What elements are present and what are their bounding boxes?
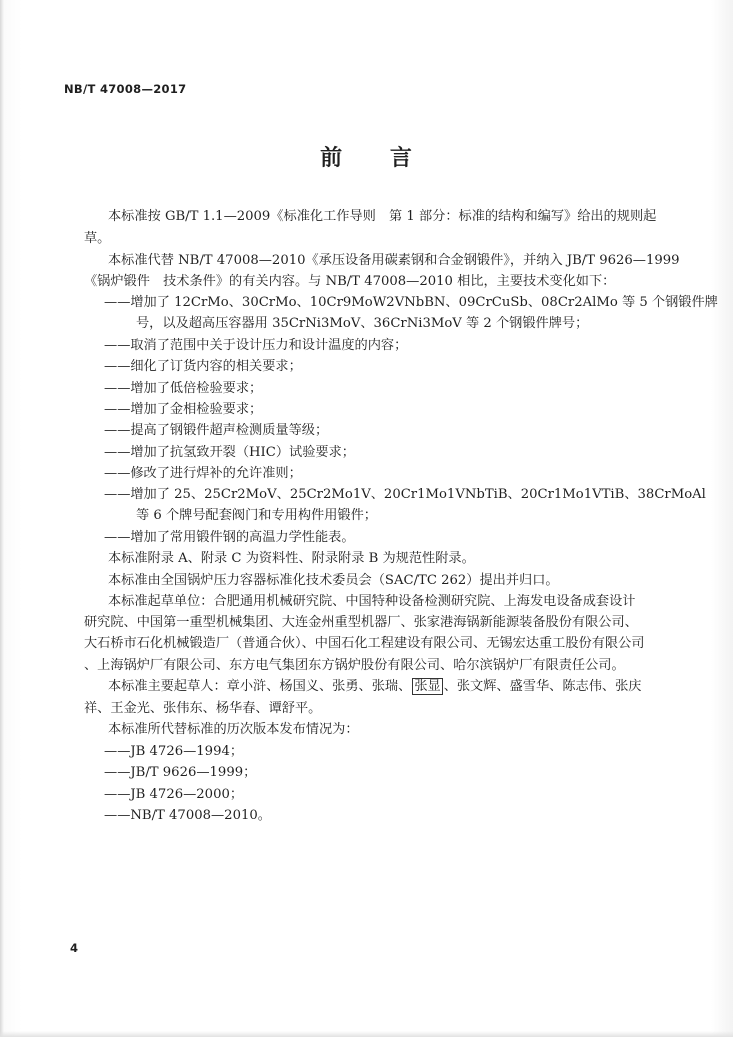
paragraph-2-line-2: 《锅炉锻件 技术条件》的有关内容。与 NB/T 47008—2010 相比，主要技术变化如下： xyxy=(84,274,616,289)
page-title: 前 言 xyxy=(320,146,413,171)
history-item-1: ——JB 4726—1994； xyxy=(104,744,244,759)
drafters-names-part-2: 、张文辉、盛雪华、陈志伟、张庆 xyxy=(443,679,642,694)
paragraph-drafters-line-2: 祥、王金光、张伟东、杨华春、谭舒平。 xyxy=(84,701,322,716)
change-item-2: ——取消了范围中关于设计压力和设计温度的内容； xyxy=(104,338,408,353)
paragraph-1-line-1: 本标准按 GB/T 1.1—2009《标准化工作导则 第 1 部分：标准的结构和编写》给出的规则起 xyxy=(108,209,657,224)
change-item-7: ——增加了抗氢致开裂（HIC）试验要求； xyxy=(104,445,355,460)
change-item-9-line-2: 等 6 个牌号配套阀门和专用构件用锻件； xyxy=(136,508,377,523)
scan-edge-bottom xyxy=(0,1031,733,1037)
change-item-9-line-1: ——增加了 25、25Cr2MoV、25Cr2Mo1V、20Cr1Mo1VNbTiB、20Cr1Mo1VTiB、38CrMoAl xyxy=(104,487,706,502)
paragraph-2-line-1: 本标准代替 NB/T 47008—2010《承压设备用碳素钢和合金钢锻件》，并纳入 JB/T 9626—1999 xyxy=(108,253,680,268)
standard-code-header: NB/T 47008—2017 xyxy=(64,82,187,96)
change-item-10: ——增加了常用锻件钢的高温力学性能表。 xyxy=(104,530,355,545)
change-item-1-line-1: ——增加了 12CrMo、30CrMo、10Cr9MoW2VNbBN、09CrCuSb、08Cr2AlMo 等 5 个钢锻件牌 xyxy=(104,295,718,310)
paragraph-committee: 本标准由全国锅炉压力容器标准化技术委员会（SAC/TC 262）提出并归口。 xyxy=(108,573,559,588)
change-item-5: ——增加了金相检验要求； xyxy=(104,402,263,417)
history-item-4: ——NB/T 47008—2010。 xyxy=(104,808,271,823)
history-item-2: ——JB/T 9626—1999； xyxy=(104,765,257,780)
boxed-name-highlight: 张显 xyxy=(414,679,441,694)
history-item-3: ——JB 4726—2000； xyxy=(104,787,244,802)
change-item-8: ——修改了进行焊补的允许准则； xyxy=(104,466,302,481)
change-item-6: ——提高了钢锻件超声检测质量等级； xyxy=(104,423,329,438)
change-item-3: ——细化了订货内容的相关要求； xyxy=(104,359,302,374)
paragraph-history-intro: 本标准所代替标准的历次版本发布情况为： xyxy=(108,722,359,737)
page-number: 4 xyxy=(70,941,79,955)
paragraph-drafting-units-line-2: 研究院、中国第一重型机械集团、大连金州重型机器厂、张家港海锅新能源装备股份有限公司、 xyxy=(84,615,638,630)
drafters-names-part-1: 本标准主要起草人：章小浒、杨国义、张勇、张瑞、 xyxy=(108,679,412,694)
paragraph-drafting-units-line-1: 本标准起草单位：合肥通用机械研究院、中国特种设备检测研究院、上海发电设备成套设计 xyxy=(108,594,636,609)
change-item-4: ——增加了低倍检验要求； xyxy=(104,381,263,396)
paragraph-appendix: 本标准附录 A、附录 C 为资料性、附录附录 B 为规范性附录。 xyxy=(108,551,475,566)
paragraph-drafters-line-1 xyxy=(108,679,642,695)
paragraph-drafting-units-line-4: 、上海锅炉厂有限公司、东方电气集团东方锅炉股份有限公司、哈尔滨锅炉厂有限责任公司。 xyxy=(84,658,625,673)
paragraph-drafting-units-line-3: 大石桥市石化机械锻造厂（普通合伙）、中国石化工程建设有限公司、无锡宏达重工股份有限公司 xyxy=(84,636,645,651)
paragraph-1-line-2: 草。 xyxy=(84,231,111,246)
change-item-1-line-2: 号，以及超高压容器用 35CrNi3MoV、36CrNi3MoV 等 2 个钢锻件牌号； xyxy=(136,316,589,331)
